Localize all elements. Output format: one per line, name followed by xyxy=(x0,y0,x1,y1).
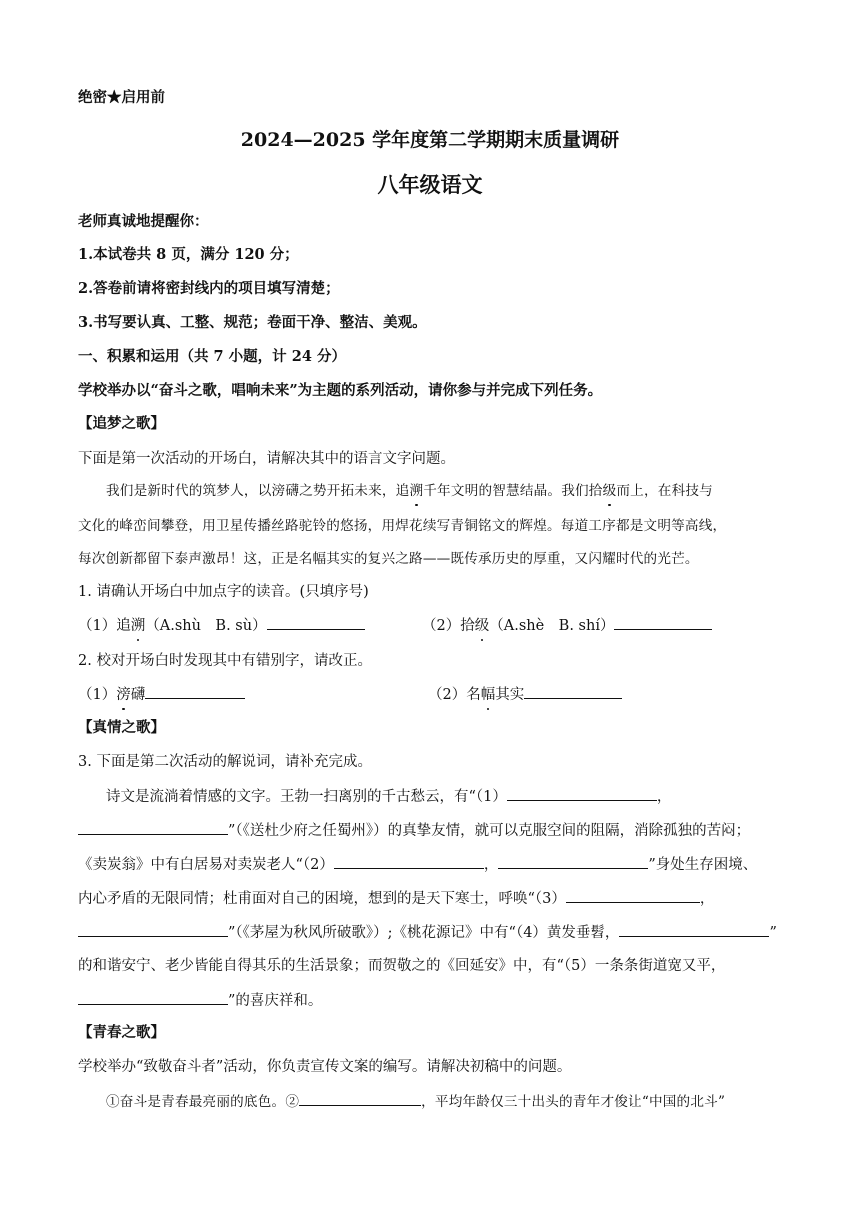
draft-line: ①奋斗是青春最亮丽的底色。② ，平均年龄仅三十出头的青年才俊让“中国的北斗” xyxy=(106,1091,725,1112)
fill-line: ”的喜庆祥和。 xyxy=(78,990,322,1011)
answer-blank[interactable] xyxy=(334,854,484,869)
notice-item: 1.本试卷共 8 页，满分 120 分； xyxy=(78,246,299,263)
fill-line: 《卖炭翁》中有白居易对卖炭老人“（2） ， ”身处生存困境、 xyxy=(78,854,757,875)
question-1-a: （1）追溯（A.shù B. sù） xyxy=(78,615,365,636)
answer-blank[interactable] xyxy=(78,922,228,937)
notice-item: 3.书写要认真、工整、规范；卷面干净、整洁、美观。 xyxy=(78,314,427,331)
exam-subject: 八年级语文 xyxy=(377,172,483,197)
dotted-char: 级 xyxy=(474,618,490,634)
part-heading-youth: 【青春之歌】 xyxy=(78,1024,165,1041)
fill-line: 的和谐安宁、老少皆能自得其乐的生活景象；而贺敬之的《回延安》中，有“（5）一条条街道宽又平， xyxy=(78,958,726,974)
answer-blank[interactable] xyxy=(619,922,769,937)
fill-line: ”（《茅屋为秋风所破歌》）;《桃花源记》中有“（4）黄发垂髫， ” xyxy=(78,922,777,943)
question-3-stem: 3. 下面是第二次活动的解说词，请补充完成。 xyxy=(78,754,372,770)
question-2-stem: 2. 校对开场白时发现其中有错别字，请改正。 xyxy=(78,653,372,669)
dotted-char: 溯 xyxy=(409,483,424,499)
answer-blank[interactable] xyxy=(498,854,648,869)
confidential-label: 绝密★启用前 xyxy=(78,89,165,106)
part-heading-true-feelings: 【真情之歌】 xyxy=(78,719,165,736)
answer-blank[interactable] xyxy=(299,1091,421,1106)
answer-blank[interactable] xyxy=(78,820,228,835)
answer-blank[interactable] xyxy=(267,615,365,630)
notice-item: 2.答卷前请将密封线内的项目填写清楚； xyxy=(78,280,340,297)
part-intro: 下面是第一次活动的开场白，请解决其中的语言文字问题。 xyxy=(78,451,455,467)
answer-blank[interactable] xyxy=(566,888,700,903)
answer-blank[interactable] xyxy=(507,786,657,801)
answer-blank[interactable] xyxy=(145,684,245,699)
question-2-b: （2）名幅其实 xyxy=(428,684,622,705)
dotted-char: 滂 xyxy=(116,687,131,703)
answer-blank[interactable] xyxy=(524,684,622,699)
section-title: 一、积累和运用（共 7 小题，计 24 分） xyxy=(78,348,346,365)
question-2-a: （1）滂礴 xyxy=(78,684,245,705)
fill-line: 诗文是流淌着情感的文字。王勃一扫离别的千古愁云，有“（1） ， xyxy=(106,786,671,807)
notice-heading: 老师真诚地提醒你： xyxy=(78,213,209,230)
passage-line: 我们是新时代的筑梦人，以滂礴之势开拓未来，追溯千年文明的智慧结晶。我们拾级而上，在科技与 xyxy=(106,483,713,499)
part-intro: 学校举办“致敬奋斗者”活动，你负责宣传文案的编写。请解决初稿中的问题。 xyxy=(78,1059,572,1075)
dotted-char: 幅 xyxy=(480,687,496,703)
answer-blank[interactable] xyxy=(614,615,712,630)
dotted-char: 级 xyxy=(602,483,617,499)
passage-line: 文化的峰峦间攀登，用卫星传播丝路驼铃的悠扬，用焊花续写青铜铭文的辉煌。每道工序都是文明等高线， xyxy=(78,518,727,534)
question-1-stem: 1. 请确认开场白中加点字的读音。(只填序号) xyxy=(78,584,369,600)
fill-line: 内心矛盾的无限同情；杜甫面对自己的困境，想到的是天下寒士，呼唤“（3） ， xyxy=(78,888,714,909)
answer-blank[interactable] xyxy=(78,990,228,1005)
dotted-char: 溯 xyxy=(130,618,146,634)
section-intro: 学校举办以“奋斗之歌，唱响未来”为主题的系列活动，请你参与并完成下列任务。 xyxy=(78,382,603,399)
passage-line: 每次创新都留下泰声激昂！这，正是名幅其实的复兴之路——既传承历史的厚重，又闪耀时代的光芒。 xyxy=(78,551,699,567)
part-heading-dream: 【追梦之歌】 xyxy=(78,415,165,432)
fill-line: ”（《送杜少府之任蜀州》）的真挚友情，就可以克服空间的阻隔，消除孤独的苦闷； xyxy=(78,820,750,841)
exam-title: 2024—2025 学年度第二学期期末质量调研 xyxy=(240,129,620,151)
question-1-b: （2）拾级（A.shè B. shí） xyxy=(422,615,712,636)
